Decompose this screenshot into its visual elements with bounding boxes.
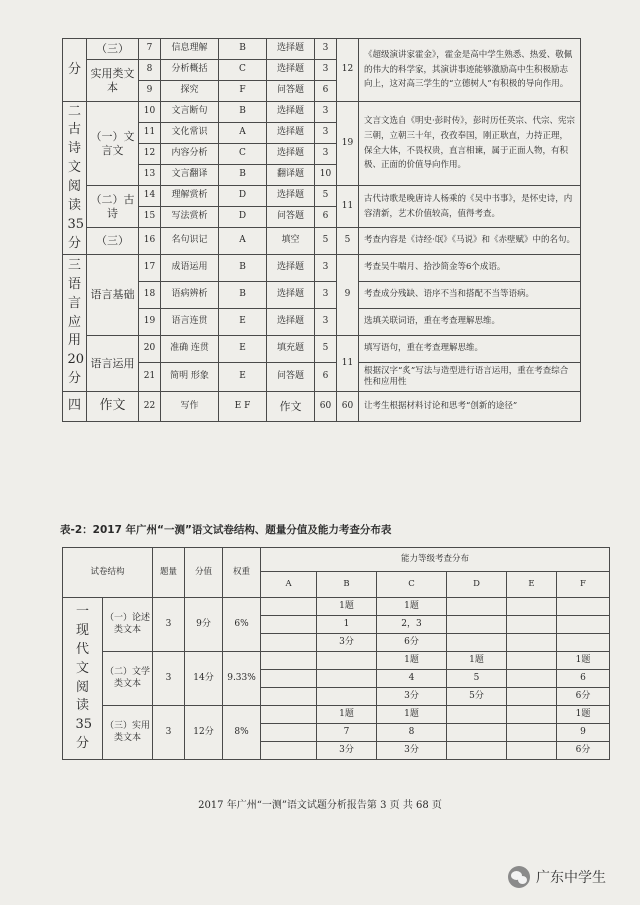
level-cell: 6: [557, 670, 610, 688]
total-score: 11: [337, 336, 359, 392]
ability-level: B: [219, 282, 267, 309]
total-score: 12: [337, 39, 359, 102]
question-type: 选择题: [267, 60, 315, 81]
question-type: 问答题: [267, 81, 315, 102]
group-label: （二）文学类文本: [103, 652, 153, 706]
table-row: [63, 598, 610, 616]
question-number: 7: [139, 39, 161, 60]
level-cell: [557, 616, 610, 634]
level-cell: [261, 724, 317, 742]
level-cell: 1题: [317, 706, 377, 724]
question-number: 12: [139, 144, 161, 165]
table-row: [63, 228, 581, 255]
level-cell: [261, 616, 317, 634]
level-cell: [507, 724, 557, 742]
table-header-row: [63, 548, 610, 572]
level-cell: 3分: [377, 688, 447, 706]
group-count: 3: [153, 706, 185, 760]
ability-level: B: [219, 39, 267, 60]
section-cell: 四: [63, 392, 87, 422]
question-number: 16: [139, 228, 161, 255]
question-item: 文言翻译: [161, 165, 219, 186]
level-f: F: [557, 572, 610, 598]
question-type: 选择题: [267, 309, 315, 336]
question-item: 成语运用: [161, 255, 219, 282]
question-number: 22: [139, 392, 161, 422]
level-cell: 5: [447, 670, 507, 688]
level-cell: 3分: [317, 742, 377, 760]
question-item: 语病辨析: [161, 282, 219, 309]
level-cell: 6分: [557, 688, 610, 706]
question-score: 6: [315, 363, 337, 392]
question-type: 填充题: [267, 336, 315, 363]
watermark-text: 广东中学生: [536, 870, 606, 886]
group-score: 9分: [185, 598, 223, 652]
question-score: 3: [315, 255, 337, 282]
level-cell: [557, 634, 610, 652]
question-score: 5: [315, 336, 337, 363]
table-row: [63, 186, 581, 207]
level-cell: 6分: [557, 742, 610, 760]
question-item: 内容分析: [161, 144, 219, 165]
group-weight: 6%: [223, 598, 261, 652]
level-cell: 1: [317, 616, 377, 634]
level-cell: 3分: [317, 634, 377, 652]
question-item: 信息理解: [161, 39, 219, 60]
ability-level: E: [219, 309, 267, 336]
level-cell: 1题: [557, 652, 610, 670]
level-cell: [507, 688, 557, 706]
level-cell: 3分: [377, 742, 447, 760]
table-row: [63, 102, 581, 123]
ability-level: A: [219, 228, 267, 255]
question-type: 翻译题: [267, 165, 315, 186]
ability-level: A: [219, 123, 267, 144]
analysis-note: 根据汉字“炙”写法与造型进行语言运用，重在考查综合性和应用性: [359, 363, 581, 392]
level-cell: 1题: [557, 706, 610, 724]
subsection-cell: 语言基础: [87, 255, 139, 336]
ability-level: D: [219, 207, 267, 228]
level-cell: 1题: [377, 652, 447, 670]
question-item: 准确 连贯: [161, 336, 219, 363]
level-cell: [447, 706, 507, 724]
question-score: 6: [315, 207, 337, 228]
level-b: B: [317, 572, 377, 598]
question-number: 14: [139, 186, 161, 207]
level-cell: [447, 634, 507, 652]
table-row: [63, 363, 581, 392]
question-number: 19: [139, 309, 161, 336]
subsection-cell: 语言运用: [87, 336, 139, 392]
table-row: [63, 706, 610, 724]
group-label: （三）实用类文本: [103, 706, 153, 760]
level-cell: 1题: [377, 598, 447, 616]
level-cell: 1题: [447, 652, 507, 670]
ability-level: E F: [219, 392, 267, 422]
question-number: 13: [139, 165, 161, 186]
question-score: 10: [315, 165, 337, 186]
question-score: 3: [315, 144, 337, 165]
table-row: [63, 39, 581, 60]
table-row: [63, 282, 581, 309]
question-score: 5: [315, 186, 337, 207]
subsection-cell: 作文: [87, 392, 139, 422]
question-score: 5: [315, 228, 337, 255]
header-structure: 试卷结构: [63, 548, 153, 598]
wechat-icon: [508, 866, 530, 888]
question-type: 选择题: [267, 102, 315, 123]
group-count: 3: [153, 598, 185, 652]
ability-level: B: [219, 255, 267, 282]
level-cell: [507, 634, 557, 652]
question-item: 文化常识: [161, 123, 219, 144]
ability-level: B: [219, 165, 267, 186]
total-score: 9: [337, 255, 359, 336]
level-cell: [507, 616, 557, 634]
level-c: C: [377, 572, 447, 598]
level-e: E: [507, 572, 557, 598]
ability-level: D: [219, 186, 267, 207]
question-number: 21: [139, 363, 161, 392]
section-cell: 三语言应用20分: [63, 255, 87, 392]
analysis-note: 古代诗歌是晚唐诗人杨乘的《吴中书事》，是怀史诗，内容清新，艺术价值较高，值得考查。: [359, 186, 581, 228]
level-cell: 9: [557, 724, 610, 742]
level-d: D: [447, 572, 507, 598]
level-cell: [507, 598, 557, 616]
question-type: 选择题: [267, 123, 315, 144]
level-cell: 5分: [447, 688, 507, 706]
question-number: 11: [139, 123, 161, 144]
question-type: 作文: [267, 392, 315, 422]
level-cell: 8: [377, 724, 447, 742]
level-cell: 7: [317, 724, 377, 742]
analysis-note: 让考生根据材料讨论和思考“创新的途径”: [359, 392, 581, 422]
question-type: 选择题: [267, 186, 315, 207]
ability-level: C: [219, 144, 267, 165]
section-cell: 分: [63, 39, 87, 102]
level-cell: [447, 598, 507, 616]
question-number: 9: [139, 81, 161, 102]
question-item: 探究: [161, 81, 219, 102]
total-score: 60: [337, 392, 359, 422]
table-caption: 表-2：2017 年广州“一测”语文试卷结构、题量分值及能力考查分布表: [60, 524, 392, 536]
question-number: 18: [139, 282, 161, 309]
header-score: 分值: [185, 548, 223, 598]
question-type: 选择题: [267, 144, 315, 165]
subsection-cell: 实用类文本: [87, 60, 139, 102]
question-number: 8: [139, 60, 161, 81]
question-score: 3: [315, 282, 337, 309]
total-score: 11: [337, 186, 359, 228]
analysis-note: 文言文选自《明史·彭时传》，彭时历任英宗、代宗、宪宗三朝，立朝三十年，孜孜奉国，刚正耿直，力持正理，保全大体，不畏权贵，直言相谏，属于正面人物，有积极、正面的价值导向作用。: [359, 102, 581, 186]
table-row: [63, 309, 581, 336]
subsection-cell: （三）: [87, 39, 139, 60]
question-type: 选择题: [267, 39, 315, 60]
question-type: 选择题: [267, 282, 315, 309]
question-score: 6: [315, 81, 337, 102]
question-item: 写法赏析: [161, 207, 219, 228]
group-weight: 9.33%: [223, 652, 261, 706]
page-footer: 2017 年广州“一测”语文试题分析报告第 3 页 共 68 页: [198, 800, 442, 811]
level-cell: [317, 688, 377, 706]
ability-level: E: [219, 336, 267, 363]
question-type: 问答题: [267, 363, 315, 392]
question-item: 理解赏析: [161, 186, 219, 207]
group-score: 12分: [185, 706, 223, 760]
level-cell: [507, 706, 557, 724]
table-row: [63, 652, 610, 670]
level-cell: [447, 742, 507, 760]
header-count: 题量: [153, 548, 185, 598]
section-cell: 二古诗文阅读35分: [63, 102, 87, 255]
level-cell: [507, 652, 557, 670]
question-type: 填空: [267, 228, 315, 255]
level-cell: 1题: [317, 598, 377, 616]
question-number: 10: [139, 102, 161, 123]
question-type: 问答题: [267, 207, 315, 228]
analysis-note: 填写语句，重在考查理解思维。: [359, 336, 581, 363]
subsection-cell: （三）: [87, 228, 139, 255]
table-row: [63, 255, 581, 282]
level-cell: [261, 742, 317, 760]
level-cell: [317, 670, 377, 688]
question-item: 文言断句: [161, 102, 219, 123]
level-cell: [447, 724, 507, 742]
watermark: [508, 866, 606, 888]
level-cell: [261, 598, 317, 616]
header-ability: 能力等级考查分布: [261, 548, 610, 572]
group-label: （一）论述类文本: [103, 598, 153, 652]
question-score: 60: [315, 392, 337, 422]
question-item: 语言连贯: [161, 309, 219, 336]
ability-level: F: [219, 81, 267, 102]
total-score: 5: [337, 228, 359, 255]
level-cell: [261, 688, 317, 706]
exam-structure-table: [62, 38, 581, 422]
question-number: 20: [139, 336, 161, 363]
level-cell: [447, 616, 507, 634]
header-weight: 权重: [223, 548, 261, 598]
ability-level: B: [219, 102, 267, 123]
level-cell: 6分: [377, 634, 447, 652]
question-number: 17: [139, 255, 161, 282]
level-cell: [317, 652, 377, 670]
level-cell: 1题: [377, 706, 447, 724]
group-count: 3: [153, 652, 185, 706]
analysis-note: 选填关联词语，重在考查理解思维。: [359, 309, 581, 336]
table-row: [63, 392, 581, 422]
ability-level: C: [219, 60, 267, 81]
question-item: 简明 形象: [161, 363, 219, 392]
level-cell: [261, 706, 317, 724]
analysis-note: 考查吴牛喘月、拾沙简金等6个成语。: [359, 255, 581, 282]
level-cell: 2，3: [377, 616, 447, 634]
question-item: 名句识记: [161, 228, 219, 255]
subsection-cell: （一）文言文: [87, 102, 139, 186]
level-cell: 4: [377, 670, 447, 688]
question-score: 3: [315, 123, 337, 144]
level-cell: [507, 670, 557, 688]
analysis-note: 《超级演讲家霍金》，霍金是高中学生熟悉、热爱、敬佩的伟大的科学家，其演讲事迹能够激励高中生积极励志向上，这对高三学生的“立德树人”有积极的导向作用。: [359, 39, 581, 102]
section-cell: 一现代文阅读35分: [63, 598, 103, 760]
level-a: A: [261, 572, 317, 598]
level-cell: [261, 652, 317, 670]
level-cell: [261, 634, 317, 652]
level-cell: [261, 670, 317, 688]
subsection-cell: （二）古诗: [87, 186, 139, 228]
total-score: 19: [337, 102, 359, 186]
ability-distribution-table: [62, 547, 610, 760]
analysis-note: 考查成分残缺、语序不当和搭配不当等语病。: [359, 282, 581, 309]
question-type: 选择题: [267, 255, 315, 282]
ability-level: E: [219, 363, 267, 392]
group-weight: 8%: [223, 706, 261, 760]
question-item: 写作: [161, 392, 219, 422]
question-score: 3: [315, 60, 337, 81]
question-score: 3: [315, 39, 337, 60]
question-score: 3: [315, 309, 337, 336]
analysis-note: 考查内容是《诗经·氓》《马说》和《赤壁赋》中的名句。: [359, 228, 581, 255]
group-score: 14分: [185, 652, 223, 706]
table-row: [63, 336, 581, 363]
level-cell: [507, 742, 557, 760]
question-item: 分析概括: [161, 60, 219, 81]
question-number: 15: [139, 207, 161, 228]
level-cell: [557, 598, 610, 616]
question-score: 3: [315, 102, 337, 123]
